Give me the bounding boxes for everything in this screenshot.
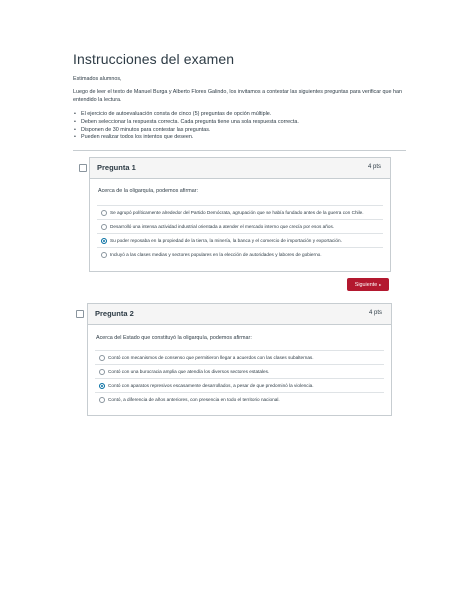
page-title: Instrucciones del examen	[73, 51, 235, 67]
answer-label[interactable]: Contó con aparatos represivos escasamente desarrollados, a pesar de que predominó la violencia.	[108, 383, 314, 388]
answer-option[interactable]	[95, 364, 384, 378]
question-header	[88, 304, 391, 325]
question-points: 4 pts	[368, 310, 382, 316]
answer-option-selected[interactable]	[95, 378, 384, 392]
question-card-2	[87, 303, 392, 416]
radio-button[interactable]	[99, 369, 105, 375]
list-item: • Deben seleccionar la respuesta correcta. Cada pregunta tiene una sola respuesta correcta.	[73, 119, 299, 127]
answer-option[interactable]	[95, 350, 384, 364]
question-header	[90, 158, 390, 179]
answer-option-selected[interactable]	[97, 233, 383, 247]
question-card-1	[89, 157, 391, 272]
divider	[73, 150, 406, 151]
question-text: Acerca del Estado que constituyó la oligarquía, podemos afirmar:	[96, 335, 252, 341]
radio-button[interactable]	[99, 397, 105, 403]
radio-button-selected[interactable]	[99, 383, 105, 389]
list-item: • Disponen de 30 minutos para contestar las preguntas.	[73, 127, 299, 135]
chevron-right-icon: ▸	[379, 282, 382, 287]
answer-label[interactable]: Se agrupó políticamente alrededor del Partido Demócrata, agrupación que se había fundado antes de la guerra con Chile.	[110, 210, 364, 215]
next-button-label: Siguiente	[354, 281, 378, 288]
instructions-list	[73, 111, 299, 142]
radio-button[interactable]	[99, 355, 105, 361]
flag-question-icon[interactable]	[79, 164, 87, 172]
radio-button-selected[interactable]	[101, 238, 107, 244]
radio-button[interactable]	[101, 224, 107, 230]
question-points: 4 pts	[367, 164, 381, 170]
answer-label[interactable]: Su poder reposaba en la propiedad de la tierra, la minería, la banca y el comercio de importación y exportación.	[110, 238, 342, 243]
answer-label[interactable]: Contó con mecanismos de consenso que permitieron llegar a acuerdos con las clases subalternas.	[108, 355, 314, 360]
list-item: • El ejercicio de autoevaluación consta de cinco (5) preguntas de opción múltiple.	[73, 111, 299, 119]
question-text: Acerca de la oligarquía, podemos afirmar:	[98, 188, 199, 194]
radio-button[interactable]	[101, 252, 107, 258]
answer-option[interactable]	[97, 219, 383, 233]
next-button[interactable]	[347, 278, 389, 291]
answer-option[interactable]	[95, 392, 384, 406]
answer-label[interactable]: Incluyó a las clases medias y sectores populares en la elección de autoridades y labores de gobierno.	[110, 252, 322, 257]
question-title: Pregunta 2	[95, 309, 134, 318]
greeting-text: Estimados alumnos,	[73, 76, 122, 82]
list-item: • Pueden realizar todos los intentos que deseen.	[73, 134, 299, 142]
answer-option[interactable]	[97, 205, 383, 219]
answer-label[interactable]: Contó con una burocracia amplia que atendía los diversos sectores estatales.	[108, 369, 270, 374]
answer-label[interactable]: Contó, a diferencia de años anteriores, con presencia en todo el territorio nacional.	[108, 397, 280, 402]
flag-question-icon[interactable]	[76, 310, 84, 318]
question-title: Pregunta 1	[97, 163, 136, 172]
answer-option[interactable]	[97, 247, 383, 261]
radio-button[interactable]	[101, 210, 107, 216]
answer-label[interactable]: Desarrolló una intensa actividad industrial orientada a atender el mercado interno que crecía por esos años.	[110, 224, 335, 229]
intro-text: Luego de leer el texto de Manuel Burga y Alberto Flores Galindo, los invitamos a contestar las siguientes preguntas para verificar que han entendido la lectura.	[73, 89, 403, 103]
